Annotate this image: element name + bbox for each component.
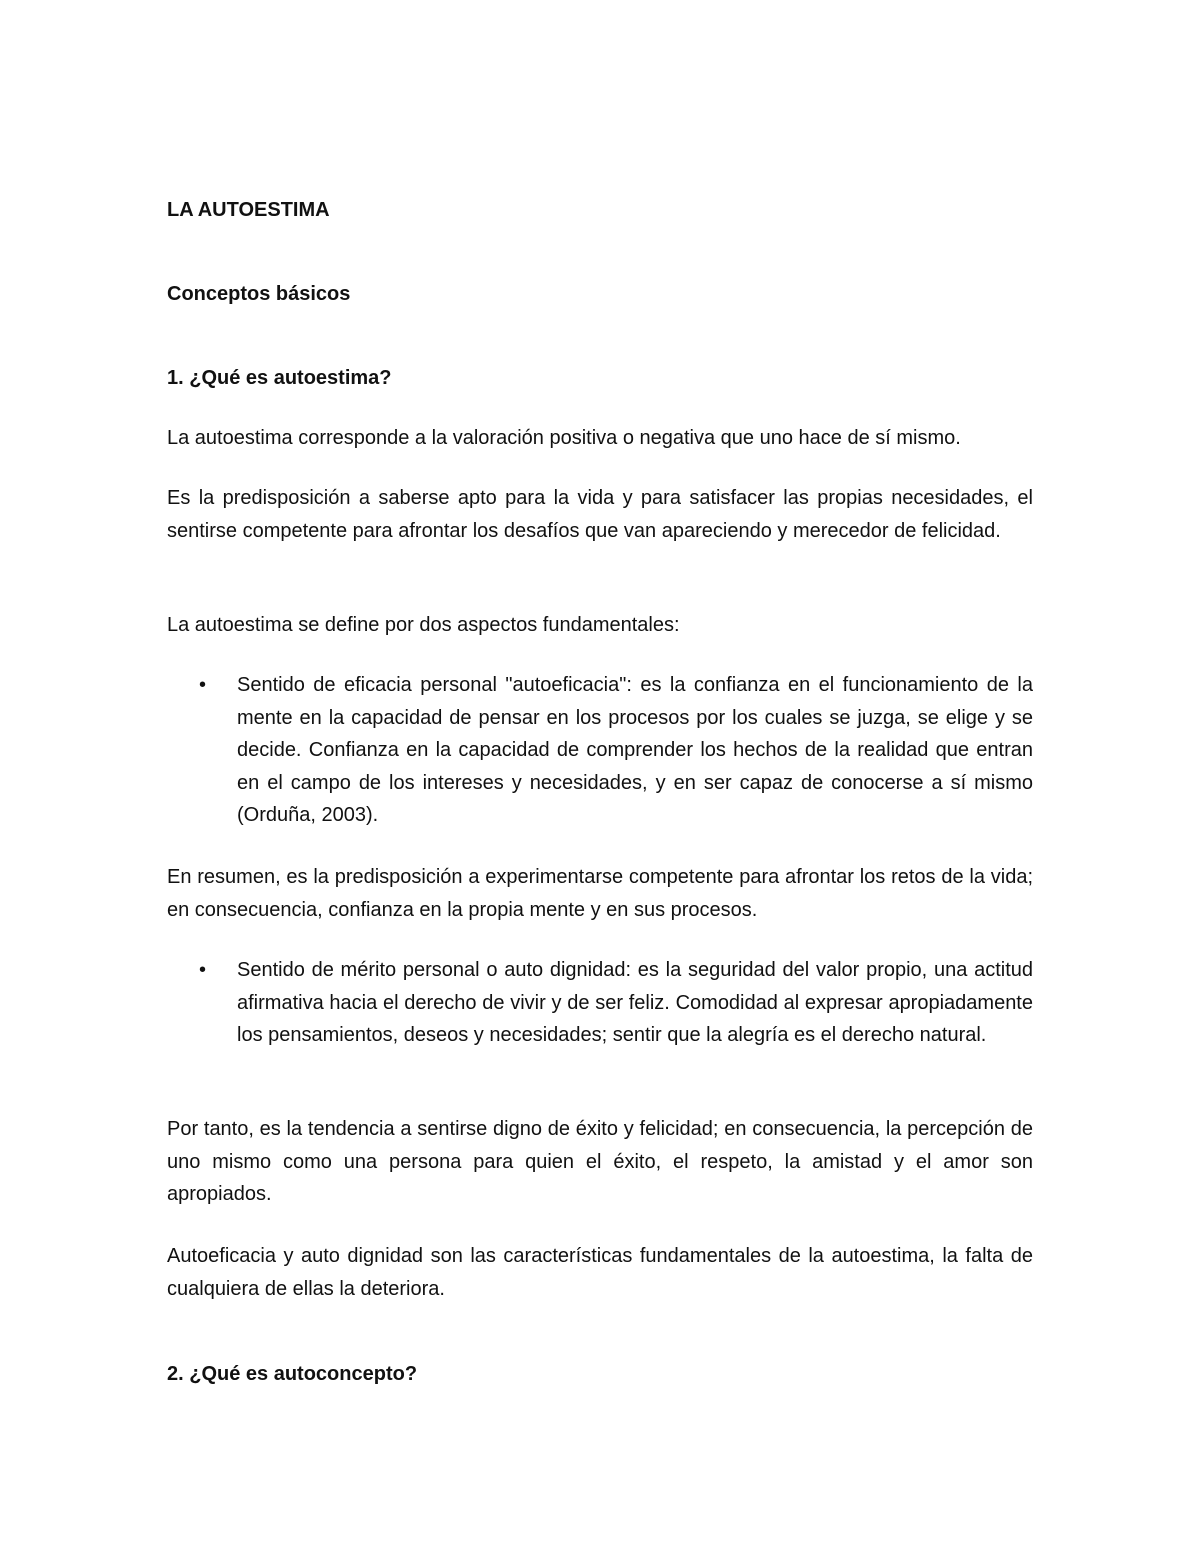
document-subtitle: Conceptos básicos [167,283,351,305]
section-1-paragraph-5: Por tanto, es la tendencia a sentirse digno de éxito y felicidad; en consecuencia, la percepción de uno mismo como una persona para quien el éxito, el respeto, la amistad y el amor son apropiados. [167,1118,1033,1205]
document-title: LA AUTOESTIMA [167,199,330,221]
section-1-paragraph-3: La autoestima se define por dos aspectos fundamentales: [167,614,680,636]
section-1-paragraph-1: La autoestima corresponde a la valoración positiva o negativa que uno hace de sí mismo. [167,427,961,449]
section-1-heading: 1. ¿Qué es autoestima? [167,367,392,389]
section-1-paragraph-4: En resumen, es la predisposición a experimentarse competente para afrontar los retos de la vida; en consecuencia, confianza en la propia mente y en sus procesos. [167,866,1033,921]
section-1-paragraph-2: Es la predisposición a saberse apto para la vida y para satisfacer las propias necesidades, el sentirse competente para afrontar los desafíos que van apareciendo y merecedor de felicidad. [167,487,1033,542]
bullet-icon: • [199,674,207,696]
bullet-item-autoeficacia: Sentido de eficacia personal "autoeficacia": es la confianza en el funcionamiento de la mente en la capacidad de pensar en los procesos por los cuales se juzga, se elige y se decide. Confianza en la capacidad de comprender los hechos de la realidad que entran en el campo de los intereses y necesidades, y en ser capaz de conocerse a sí mismo (Orduña, 2003). [237,674,1033,826]
bullet-item-auto-dignidad: Sentido de mérito personal o auto dignidad: es la seguridad del valor propio, una actitud afirmativa hacia el derecho de vivir y de ser feliz. Comodidad al expresar apropiadamente los pensamientos, deseos y necesidades; sentir que la alegría es el derecho natural. [237,959,1033,1046]
bullet-icon: • [199,959,207,981]
section-2-heading: 2. ¿Qué es autoconcepto? [167,1363,418,1385]
section-1-paragraph-6: Autoeficacia y auto dignidad son las características fundamentales de la autoestima, la falta de cualquiera de ellas la deteriora. [167,1245,1033,1300]
